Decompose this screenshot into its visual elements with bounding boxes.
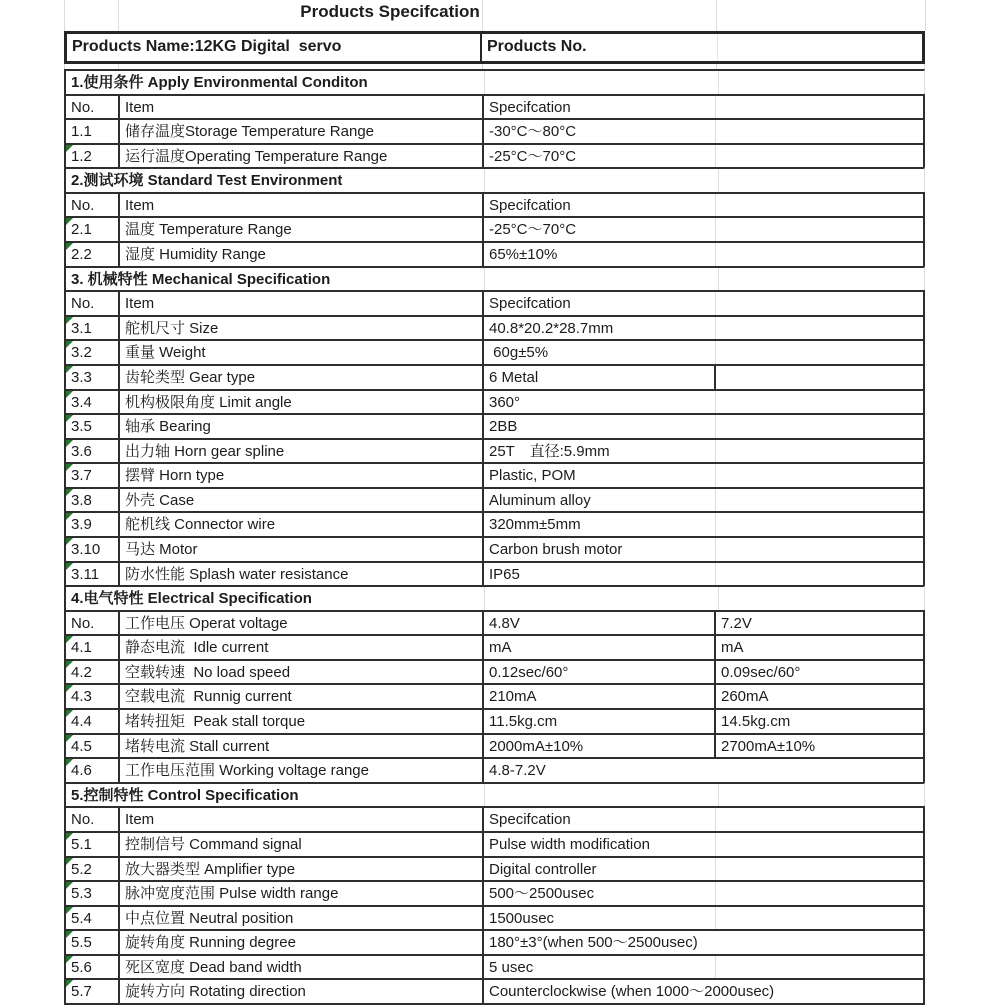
- row-item-cell: 旋转角度 Running degree: [120, 931, 484, 954]
- row-no-cell: 1.2: [66, 145, 120, 168]
- row-item-cell: 出力轴 Horn gear spline: [120, 440, 484, 463]
- product-header-row: [64, 31, 925, 64]
- column-header-row: [64, 94, 925, 119]
- row-item-cell: 马达 Motor: [120, 538, 484, 561]
- row-no-cell: 3.5: [66, 415, 120, 438]
- row-spec-cell: Counterclockwise (when 1000～2000usec): [489, 983, 775, 1001]
- spec-row: [64, 487, 925, 512]
- row-spec-cell: 1500usec: [484, 907, 716, 930]
- column-header-row: [64, 610, 925, 635]
- product-no-cell: Products No.: [487, 38, 587, 55]
- spec-row: [64, 978, 925, 1005]
- row-spec2-cell: [716, 292, 923, 315]
- spec-row: [64, 143, 925, 168]
- spec-row: [64, 954, 925, 979]
- row-spec2-cell: mA: [721, 639, 744, 657]
- spec-row: [64, 216, 925, 241]
- section-heading: 3. 机械特性 Mechanical Specification: [71, 270, 331, 288]
- spec-row: [64, 511, 925, 536]
- gridline: [484, 784, 485, 807]
- row-no-cell: 3.6: [66, 440, 120, 463]
- row-item-cell: 堵转扭矩 Peak stall torque: [120, 710, 484, 733]
- gridline: [484, 71, 485, 94]
- row-item-cell: Item: [120, 194, 484, 217]
- row-item-cell: 舵机线 Connector wire: [120, 513, 484, 536]
- row-spec-cell: Specifcation: [484, 194, 716, 217]
- row-spec2-cell: [716, 563, 923, 586]
- row-no-cell: No.: [66, 96, 120, 119]
- row-no-cell: 3.10: [66, 538, 120, 561]
- spec-row: [64, 831, 925, 856]
- row-spec2-cell: 0.09sec/60°: [721, 663, 801, 681]
- row-spec2-cell: [716, 120, 923, 143]
- row-spec-cell: 6 Metal: [484, 366, 716, 389]
- row-item-cell: 放大器类型 Amplifier type: [120, 858, 484, 881]
- row-spec2-cell: [716, 366, 923, 389]
- column-header-row: [64, 806, 925, 831]
- gridline: [484, 169, 485, 192]
- row-item-cell: 重量 Weight: [120, 341, 484, 364]
- row-no-cell: 5.6: [66, 956, 120, 979]
- row-no-cell: 5.7: [66, 980, 120, 1003]
- row-spec-cell: 360°: [484, 391, 716, 414]
- row-spec-cell: Pulse width modification: [484, 833, 716, 856]
- row-spec2-cell: [716, 538, 923, 561]
- row-spec2-cell: [716, 243, 923, 266]
- row-spec-cell: Carbon brush motor: [484, 538, 716, 561]
- row-no-cell: 2.1: [66, 218, 120, 241]
- row-spec-cell: mA: [484, 636, 716, 659]
- row-no-cell: 5.5: [66, 931, 120, 954]
- gridline: [64, 0, 65, 31]
- row-spec-cell: -30°C～80°C: [484, 120, 716, 143]
- table-body: [64, 69, 925, 1005]
- spec-table: [64, 31, 925, 1005]
- row-spec2-cell: [716, 317, 923, 340]
- row-spec-cell: IP65: [484, 563, 716, 586]
- row-item-cell: 空载转速 No load speed: [120, 661, 484, 684]
- row-spec-cell: Aluminum alloy: [484, 489, 716, 512]
- section-heading: 5.控制特性 Control Specification: [71, 786, 299, 804]
- row-spec2-cell: 7.2V: [721, 614, 752, 632]
- row-spec2-cell: [716, 145, 923, 168]
- row-spec2-cell: [716, 513, 923, 536]
- row-item-cell: 舵机尺寸 Size: [120, 317, 484, 340]
- spec-row: [64, 364, 925, 389]
- row-no-cell: 3.4: [66, 391, 120, 414]
- row-spec-cell: 11.5kg.cm: [484, 710, 716, 733]
- row-no-cell: No.: [66, 808, 120, 831]
- row-no-cell: No.: [66, 194, 120, 217]
- gridline: [925, 0, 926, 31]
- spec-row: [64, 856, 925, 881]
- row-item-cell: 齿轮类型 Gear type: [120, 366, 484, 389]
- row-spec2-cell: 260mA: [721, 688, 769, 706]
- section-heading: 2.测试环境 Standard Test Environment: [71, 172, 343, 190]
- row-spec2-cell: [716, 218, 923, 241]
- gridline: [717, 34, 718, 61]
- row-item-cell: 堵转电流 Stall current: [120, 735, 484, 758]
- row-item-cell: Item: [120, 292, 484, 315]
- row-item-cell: 工作电压范围 Working voltage range: [120, 759, 484, 782]
- row-item-cell: 防水性能 Splash water resistance: [120, 563, 484, 586]
- row-spec2-cell: [716, 907, 923, 930]
- row-spec2-cell: [716, 858, 923, 881]
- row-item-cell: 控制信号 Command signal: [120, 833, 484, 856]
- spec-row: [64, 708, 925, 733]
- row-spec2-cell: [716, 464, 923, 487]
- row-item-cell: 运行温度Operating Temperature Range: [120, 145, 484, 168]
- row-item-cell: 轴承 Bearing: [120, 415, 484, 438]
- row-spec-cell: 2BB: [484, 415, 716, 438]
- row-no-cell: 5.2: [66, 858, 120, 881]
- row-item-cell: 死区宽度 Dead band width: [120, 956, 484, 979]
- row-no-cell: 3.3: [66, 366, 120, 389]
- spec-row: [64, 561, 925, 586]
- spec-row: [64, 241, 925, 266]
- row-no-cell: 3.1: [66, 317, 120, 340]
- row-spec2-cell: [716, 96, 923, 119]
- row-no-cell: 5.4: [66, 907, 120, 930]
- spec-row: [64, 880, 925, 905]
- section-heading: 1.使用条件 Apply Environmental Conditon: [71, 74, 368, 91]
- gridline: [716, 0, 717, 31]
- product-name-cell: Products Name:12KG Digital servo: [67, 34, 482, 61]
- row-no-cell: No.: [66, 292, 120, 315]
- row-no-cell: 4.1: [66, 636, 120, 659]
- spec-row: [64, 413, 925, 438]
- section-heading-row: [64, 167, 925, 192]
- spec-row: [64, 733, 925, 758]
- spec-row: [64, 438, 925, 463]
- row-item-cell: 脉冲宽度范围 Pulse width range: [120, 882, 484, 905]
- row-item-cell: 摆臂 Horn type: [120, 464, 484, 487]
- row-spec2-cell: [716, 391, 923, 414]
- spec-row: [64, 462, 925, 487]
- row-no-cell: 4.2: [66, 661, 120, 684]
- row-no-cell: 3.11: [66, 563, 120, 586]
- gridline: [718, 169, 719, 192]
- row-no-cell: 1.1: [66, 120, 120, 143]
- row-spec2-cell: [716, 341, 923, 364]
- row-item-cell: 机构极限角度 Limit angle: [120, 391, 484, 414]
- row-spec2-cell: [716, 808, 923, 831]
- row-item-cell: 温度 Temperature Range: [120, 218, 484, 241]
- row-spec-cell: 4.8V: [484, 612, 716, 635]
- row-spec2-cell: [716, 956, 923, 979]
- row-no-cell: 4.5: [66, 735, 120, 758]
- row-item-cell: Item: [120, 96, 484, 119]
- row-no-cell: 3.7: [66, 464, 120, 487]
- row-spec-cell: Plastic, POM: [484, 464, 716, 487]
- row-spec-cell: -25°C～70°C: [484, 218, 716, 241]
- row-spec-cell: 65%±10%: [484, 243, 716, 266]
- gridline: [118, 0, 119, 31]
- row-item-cell: 工作电压 Operat voltage: [120, 612, 484, 635]
- row-spec-cell: 25T 直径:5.9mm: [484, 440, 716, 463]
- row-no-cell: 4.4: [66, 710, 120, 733]
- row-spec2-cell: [716, 489, 923, 512]
- row-item-cell: Item: [120, 808, 484, 831]
- row-no-cell: 3.2: [66, 341, 120, 364]
- gridline: [718, 71, 719, 94]
- row-spec-cell: 60g±5%: [484, 341, 716, 364]
- section-heading-row: [64, 585, 925, 610]
- row-spec-cell: Specifcation: [484, 96, 716, 119]
- spec-row: [64, 118, 925, 143]
- row-spec-cell: 4.8-7.2V: [489, 762, 546, 780]
- row-item-cell: 空载电流 Runnig current: [120, 685, 484, 708]
- spec-row: [64, 315, 925, 340]
- row-no-cell: 4.3: [66, 685, 120, 708]
- row-spec2-cell: [716, 415, 923, 438]
- row-spec-cell: Digital controller: [484, 858, 716, 881]
- gridline: [718, 784, 719, 807]
- spec-row: [64, 757, 925, 782]
- row-spec-cell: 320mm±5mm: [484, 513, 716, 536]
- section-heading: 4.电气特性 Electrical Specification: [71, 590, 312, 608]
- row-spec-cell: 500～2500usec: [484, 882, 716, 905]
- spec-row: [64, 339, 925, 364]
- section-heading-row: [64, 266, 925, 291]
- gridline: [718, 587, 719, 610]
- section-heading-row: [64, 69, 925, 94]
- row-no-cell: No.: [66, 612, 120, 635]
- row-spec-cell: 180°±3°(when 500～2500usec): [489, 934, 698, 952]
- row-spec2-cell: [716, 440, 923, 463]
- row-spec-cell: 2000mA±10%: [484, 735, 716, 758]
- spec-row: [64, 389, 925, 414]
- spec-row: [64, 905, 925, 930]
- row-item-cell: 静态电流 Idle current: [120, 636, 484, 659]
- row-spec-cell: Specifcation: [484, 808, 716, 831]
- row-spec2-cell: 14.5kg.cm: [721, 713, 791, 731]
- row-spec-cell: 0.12sec/60°: [484, 661, 716, 684]
- row-spec-cell: 5 usec: [484, 956, 716, 979]
- column-header-row: [64, 192, 925, 217]
- row-spec2-cell: [716, 882, 923, 905]
- row-no-cell: 3.8: [66, 489, 120, 512]
- spec-row: [64, 634, 925, 659]
- row-spec-cell: 210mA: [484, 685, 716, 708]
- spec-row: [64, 683, 925, 708]
- spec-row: [64, 659, 925, 684]
- gridline: [484, 268, 485, 291]
- row-no-cell: 2.2: [66, 243, 120, 266]
- row-no-cell: 5.1: [66, 833, 120, 856]
- row-no-cell: 5.3: [66, 882, 120, 905]
- gridline: [484, 587, 485, 610]
- row-item-cell: 储存温度Storage Temperature Range: [120, 120, 484, 143]
- spec-row: [64, 536, 925, 561]
- spec-row: [64, 929, 925, 954]
- row-spec-cell: Specifcation: [484, 292, 716, 315]
- row-item-cell: 中点位置 Neutral position: [120, 907, 484, 930]
- section-heading-row: [64, 782, 925, 807]
- row-item-cell: 旋转方向 Rotating direction: [120, 980, 484, 1003]
- row-spec-cell: -25°C～70°C: [484, 145, 716, 168]
- column-header-row: [64, 290, 925, 315]
- row-no-cell: 3.9: [66, 513, 120, 536]
- row-spec2-cell: [716, 194, 923, 217]
- row-spec2-cell: 2700mA±10%: [721, 737, 816, 755]
- gridline: [718, 268, 719, 291]
- row-item-cell: 外壳 Case: [120, 489, 484, 512]
- row-spec2-cell: [716, 833, 923, 856]
- row-item-cell: 湿度 Humidity Range: [120, 243, 484, 266]
- row-no-cell: 4.6: [66, 759, 120, 782]
- page-title: Products Specifcation: [300, 2, 480, 21]
- row-spec-cell: 40.8*20.2*28.7mm: [484, 317, 716, 340]
